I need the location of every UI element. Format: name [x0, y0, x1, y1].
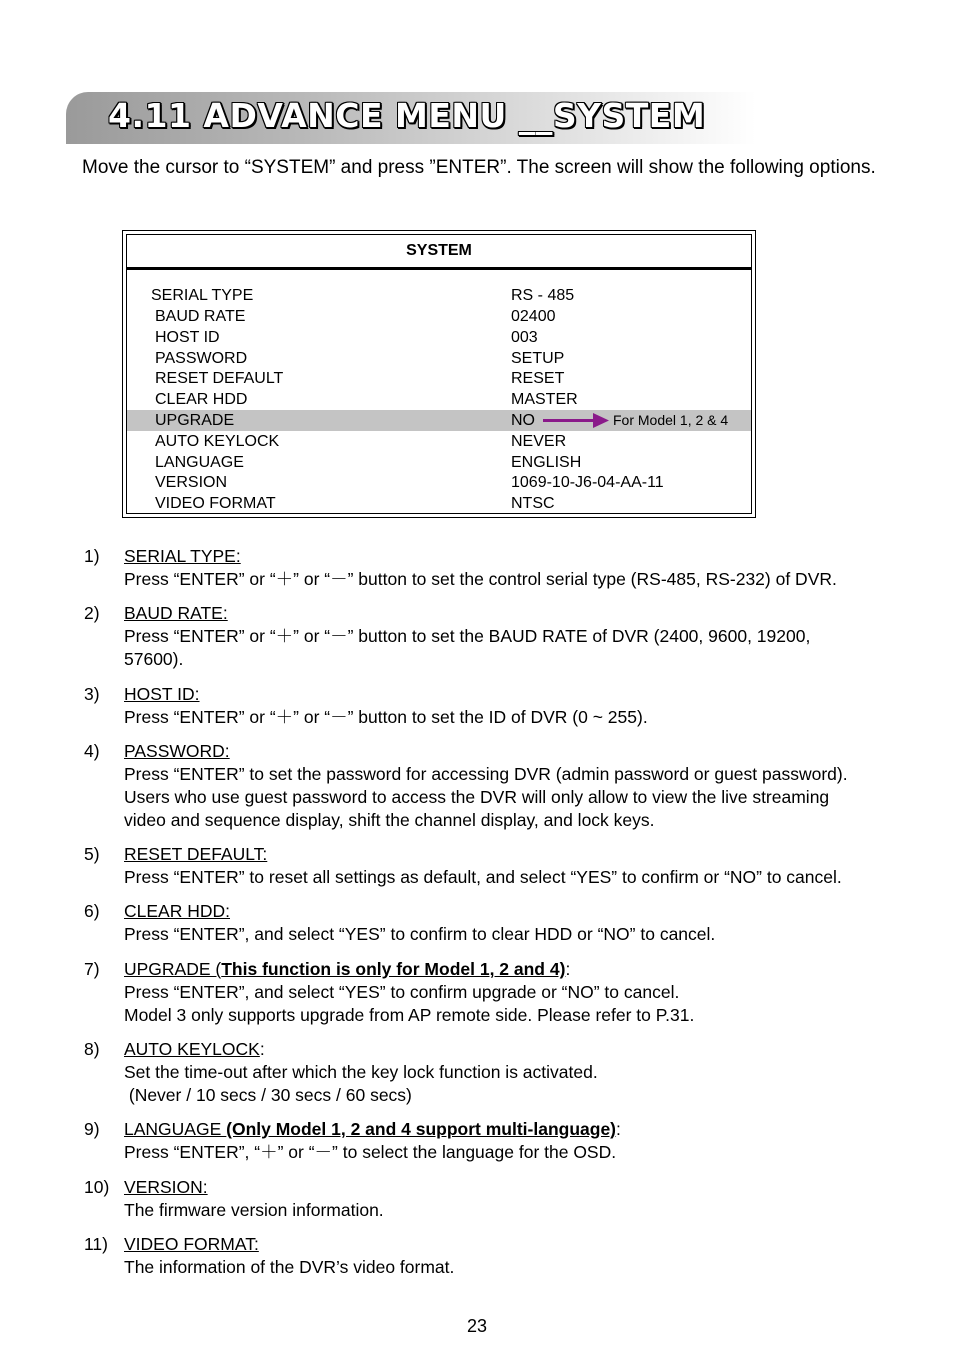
osd-row-serial-type [127, 285, 751, 306]
osd-system-menu [122, 230, 756, 518]
osd-row-label: VIDEO FORMAT [155, 495, 276, 512]
item-heading: RESET DEFAULT: [124, 844, 268, 864]
item-line: Press “ENTER” or “＋” or “－” button to set the control serial type (RS-485, RS-232) of DVR. [124, 569, 837, 589]
item-line: 57600). [124, 649, 184, 669]
item-line: video and sequence display, shift the channel display, and lock keys. [124, 810, 655, 830]
osd-frame [126, 234, 752, 514]
osd-row-label: HOST ID [155, 329, 220, 346]
item-heading-tail: : [565, 959, 571, 979]
item-number: 11) [84, 1234, 108, 1254]
osd-row-host-id [127, 327, 751, 348]
intro-paragraph: Move the cursor to “SYSTEM” and press ”ENTER”. The screen will show the following options. [82, 157, 876, 178]
osd-row-label: LANGUAGE [155, 454, 244, 471]
osd-row-value: RS - 485 [511, 287, 575, 304]
osd-row-value: 003 [511, 329, 538, 346]
item-line: Press “ENTER”, and select “YES” to confirm upgrade or “NO” to cancel. [124, 982, 680, 1002]
item-heading: PASSWORD: [124, 741, 230, 761]
section-title: 4.11 ADVANCE MENU __SYSTEM [108, 96, 706, 135]
item-number: 10) [84, 1177, 110, 1197]
item-number: 1) [84, 546, 100, 566]
item-line: Press “ENTER”, “＋” or “－” to select the language for the OSD. [124, 1142, 617, 1162]
item-line: Model 3 only supports upgrade from AP remote side. Please refer to P.31. [124, 1005, 695, 1025]
item-heading: SERIAL TYPE: [124, 546, 241, 566]
osd-row-value: RESET [511, 370, 565, 387]
item-number: 5) [84, 844, 100, 864]
osd-row-value: 1069-10-J6-04-AA-11 [511, 474, 664, 491]
page-number: 23 [466, 1316, 488, 1336]
item-line: Press “ENTER” to reset all settings as default, and select “YES” to confirm or “NO” to cancel. [124, 867, 842, 887]
item-line: Press “ENTER” or “＋” or “－” button to set the BAUD RATE of DVR (2400, 9600, 19200, [124, 626, 811, 646]
osd-row-note: For Model 1, 2 & 4 [613, 412, 729, 428]
osd-row-value: NTSC [511, 495, 555, 512]
osd-row-language [127, 452, 751, 473]
item-line: (Never / 10 secs / 30 secs / 60 secs) [124, 1085, 412, 1105]
osd-row-version [127, 472, 751, 493]
osd-row-baud-rate [127, 306, 751, 327]
arrow-right-icon [543, 410, 611, 431]
osd-row-upgrade [127, 410, 751, 431]
item-heading-bold: This function is only for Model 1, 2 and 4) [221, 959, 566, 979]
osd-row-label: SERIAL TYPE [151, 287, 254, 304]
osd-row-label: AUTO KEYLOCK [155, 433, 280, 450]
osd-row-value: NEVER [511, 433, 567, 450]
osd-row-label: UPGRADE [155, 412, 235, 429]
item-heading-tail: : [259, 1039, 265, 1059]
item-line: Users who use guest password to access the DVR will only allow to view the live streaming [124, 787, 830, 807]
item-heading-bold: (Only Model 1, 2 and 4 support multi-language) [226, 1119, 617, 1139]
item-line: The information of the DVR’s video format. [124, 1257, 455, 1277]
item-line: Press “ENTER”, and select “YES” to confirm to clear HDD or “NO” to cancel. [124, 924, 716, 944]
osd-row-password [127, 348, 751, 369]
item-heading: VERSION: [124, 1177, 208, 1197]
item-heading: LANGUAGE (Only Model 1, 2 and 4 support multi-language) [124, 1119, 617, 1139]
osd-row-label: VERSION [155, 474, 228, 491]
item-line: The firmware version information. [124, 1200, 384, 1220]
item-line: Set the time-out after which the key lock function is activated. [124, 1062, 598, 1082]
item-number: 2) [84, 603, 100, 623]
item-number: 3) [84, 684, 100, 704]
item-heading: HOST ID: [124, 684, 200, 704]
osd-row-video-format [127, 493, 751, 514]
osd-row-reset-default [127, 368, 751, 389]
osd-row-clear-hdd [127, 389, 751, 410]
osd-row-value: MASTER [511, 391, 578, 408]
item-number: 8) [84, 1039, 100, 1059]
osd-row-label: PASSWORD [155, 350, 248, 367]
item-number: 9) [84, 1119, 100, 1139]
osd-row-value: 02400 [511, 308, 556, 325]
osd-row-value: NO [511, 412, 535, 429]
item-line: Press “ENTER” or “＋” or “－” button to set the ID of DVR (0 ~ 255). [124, 707, 648, 727]
osd-row-label: CLEAR HDD [155, 391, 248, 408]
item-number: 6) [84, 901, 100, 921]
item-heading: CLEAR HDD: [124, 901, 230, 921]
item-heading-tail: : [616, 1119, 621, 1139]
item-heading: VIDEO FORMAT: [124, 1234, 259, 1254]
item-heading: BAUD RATE: [124, 603, 228, 623]
osd-row-auto-keylock [127, 431, 751, 452]
item-heading: UPGRADE (This function is only for Model 1, 2 and 4) [124, 959, 566, 979]
osd-row-label: BAUD RATE [155, 308, 246, 325]
osd-row-label: RESET DEFAULT [155, 370, 284, 387]
osd-row-value: ENGLISH [511, 454, 582, 471]
item-number: 4) [84, 741, 100, 761]
item-line: Press “ENTER” to set the password for accessing DVR (admin password or guest password). [124, 764, 848, 784]
item-heading: AUTO KEYLOCK [124, 1039, 260, 1059]
osd-row-value: SETUP [511, 350, 565, 367]
item-number: 7) [84, 959, 100, 979]
osd-title: SYSTEM [127, 235, 751, 270]
